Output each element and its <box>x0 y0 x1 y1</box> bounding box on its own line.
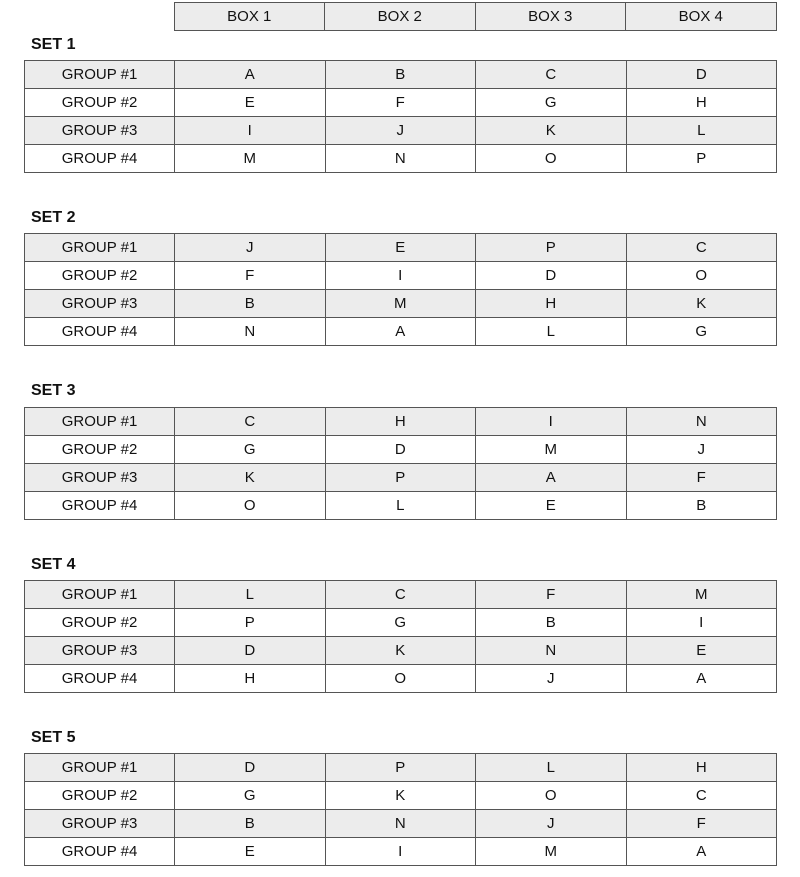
group-label: GROUP #4 <box>25 665 175 693</box>
letter-cell: E <box>626 637 777 665</box>
letter-cell: I <box>325 262 476 290</box>
letter-cell: G <box>325 609 476 637</box>
letter-cell: F <box>626 464 777 492</box>
group-label: GROUP #2 <box>25 609 175 637</box>
set-title: SET 4 <box>31 556 76 573</box>
letter-cell: M <box>476 436 627 464</box>
table-row <box>25 262 777 290</box>
letter-cell: A <box>626 838 777 866</box>
table-row <box>25 665 777 693</box>
column-header: BOX 2 <box>325 3 476 31</box>
letter-cell: N <box>175 318 326 346</box>
letter-cell: O <box>175 492 326 520</box>
letter-cell: G <box>626 318 777 346</box>
letter-cell: F <box>175 262 326 290</box>
letter-cell: D <box>476 262 627 290</box>
letter-cell: A <box>175 61 326 89</box>
set-title: SET 3 <box>31 382 76 399</box>
letter-cell: P <box>626 145 777 173</box>
letter-cell: M <box>476 838 627 866</box>
table-row <box>25 145 777 173</box>
group-label: GROUP #1 <box>25 754 175 782</box>
table-row <box>25 318 777 346</box>
letter-cell: F <box>626 810 777 838</box>
group-label: GROUP #1 <box>25 61 175 89</box>
letter-cell: I <box>175 117 326 145</box>
letter-cell: B <box>626 492 777 520</box>
letter-cell: P <box>325 464 476 492</box>
table-row <box>25 408 777 436</box>
group-label: GROUP #3 <box>25 290 175 318</box>
letter-cell: F <box>476 581 627 609</box>
letter-cell: N <box>325 145 476 173</box>
letter-cell: F <box>325 89 476 117</box>
letter-cell: K <box>325 782 476 810</box>
table-row <box>25 234 777 262</box>
table-row <box>25 89 777 117</box>
set-table <box>24 753 777 866</box>
group-label: GROUP #4 <box>25 838 175 866</box>
letter-cell: P <box>325 754 476 782</box>
table-row <box>25 464 777 492</box>
table-row <box>25 492 777 520</box>
letter-cell: N <box>325 810 476 838</box>
letter-cell: P <box>476 234 627 262</box>
group-label: GROUP #4 <box>25 492 175 520</box>
set-table <box>24 60 777 173</box>
table-row <box>25 810 777 838</box>
letter-cell: G <box>476 89 627 117</box>
letter-cell: I <box>626 609 777 637</box>
table-row <box>25 61 777 89</box>
letter-cell: B <box>175 290 326 318</box>
letter-cell: D <box>325 436 476 464</box>
letter-cell: C <box>626 234 777 262</box>
letter-cell: O <box>325 665 476 693</box>
letter-cell: K <box>325 637 476 665</box>
letter-cell: D <box>175 754 326 782</box>
letter-cell: M <box>325 290 476 318</box>
letter-cell: J <box>325 117 476 145</box>
set-title: SET 1 <box>31 36 76 53</box>
letter-cell: H <box>626 754 777 782</box>
group-label: GROUP #4 <box>25 145 175 173</box>
letter-cell: O <box>476 782 627 810</box>
letter-cell: E <box>175 838 326 866</box>
letter-cell: K <box>626 290 777 318</box>
letter-cell: E <box>175 89 326 117</box>
group-label: GROUP #2 <box>25 436 175 464</box>
column-header: BOX 1 <box>174 3 325 31</box>
letter-cell: C <box>626 782 777 810</box>
letter-cell: L <box>175 581 326 609</box>
letter-cell: E <box>325 234 476 262</box>
letter-cell: H <box>476 290 627 318</box>
group-label: GROUP #2 <box>25 782 175 810</box>
table-row <box>25 290 777 318</box>
set-table <box>24 233 777 346</box>
letter-cell: K <box>476 117 627 145</box>
letter-cell: J <box>476 810 627 838</box>
letter-cell: B <box>175 810 326 838</box>
letter-cell: B <box>325 61 476 89</box>
table-row <box>25 581 777 609</box>
letter-cell: N <box>626 408 777 436</box>
letter-cell: A <box>476 464 627 492</box>
set-title: SET 5 <box>31 729 76 746</box>
letter-cell: K <box>175 464 326 492</box>
letter-cell: M <box>626 581 777 609</box>
group-label: GROUP #3 <box>25 637 175 665</box>
set-table <box>24 580 777 693</box>
table-row <box>25 754 777 782</box>
letter-cell: D <box>175 637 326 665</box>
letter-cell: J <box>476 665 627 693</box>
letter-cell: E <box>476 492 627 520</box>
letter-cell: M <box>175 145 326 173</box>
letter-cell: L <box>325 492 476 520</box>
letter-cell: J <box>626 436 777 464</box>
table-row <box>25 117 777 145</box>
table-row <box>25 838 777 866</box>
letter-cell: A <box>626 665 777 693</box>
group-label: GROUP #2 <box>25 89 175 117</box>
letter-cell: L <box>476 318 627 346</box>
header-corner <box>24 3 174 31</box>
letter-cell: O <box>626 262 777 290</box>
letter-cell: P <box>175 609 326 637</box>
letter-cell: G <box>175 782 326 810</box>
table-row <box>25 782 777 810</box>
letter-cell: I <box>476 408 627 436</box>
group-label: GROUP #3 <box>25 117 175 145</box>
set-table <box>24 407 777 520</box>
letter-cell: A <box>325 318 476 346</box>
letter-cell: O <box>476 145 627 173</box>
group-label: GROUP #3 <box>25 810 175 838</box>
letter-cell: H <box>325 408 476 436</box>
column-header: BOX 4 <box>626 3 777 31</box>
letter-cell: C <box>175 408 326 436</box>
group-label: GROUP #1 <box>25 234 175 262</box>
table-row <box>25 436 777 464</box>
column-header-table <box>24 2 777 31</box>
letter-cell: N <box>476 637 627 665</box>
letter-cell: B <box>476 609 627 637</box>
letter-cell: L <box>476 754 627 782</box>
letter-cell: G <box>175 436 326 464</box>
table-row <box>25 637 777 665</box>
letter-cell: C <box>325 581 476 609</box>
letter-cell: H <box>175 665 326 693</box>
group-label: GROUP #3 <box>25 464 175 492</box>
column-header-row <box>24 3 776 31</box>
group-label: GROUP #2 <box>25 262 175 290</box>
letter-cell: D <box>626 61 777 89</box>
letter-cell: I <box>325 838 476 866</box>
set-title: SET 2 <box>31 209 76 226</box>
group-label: GROUP #1 <box>25 408 175 436</box>
letter-cell: J <box>175 234 326 262</box>
group-label: GROUP #1 <box>25 581 175 609</box>
column-header: BOX 3 <box>475 3 626 31</box>
letter-cell: H <box>626 89 777 117</box>
letter-cell: L <box>626 117 777 145</box>
letter-cell: C <box>476 61 627 89</box>
group-label: GROUP #4 <box>25 318 175 346</box>
table-row <box>25 609 777 637</box>
